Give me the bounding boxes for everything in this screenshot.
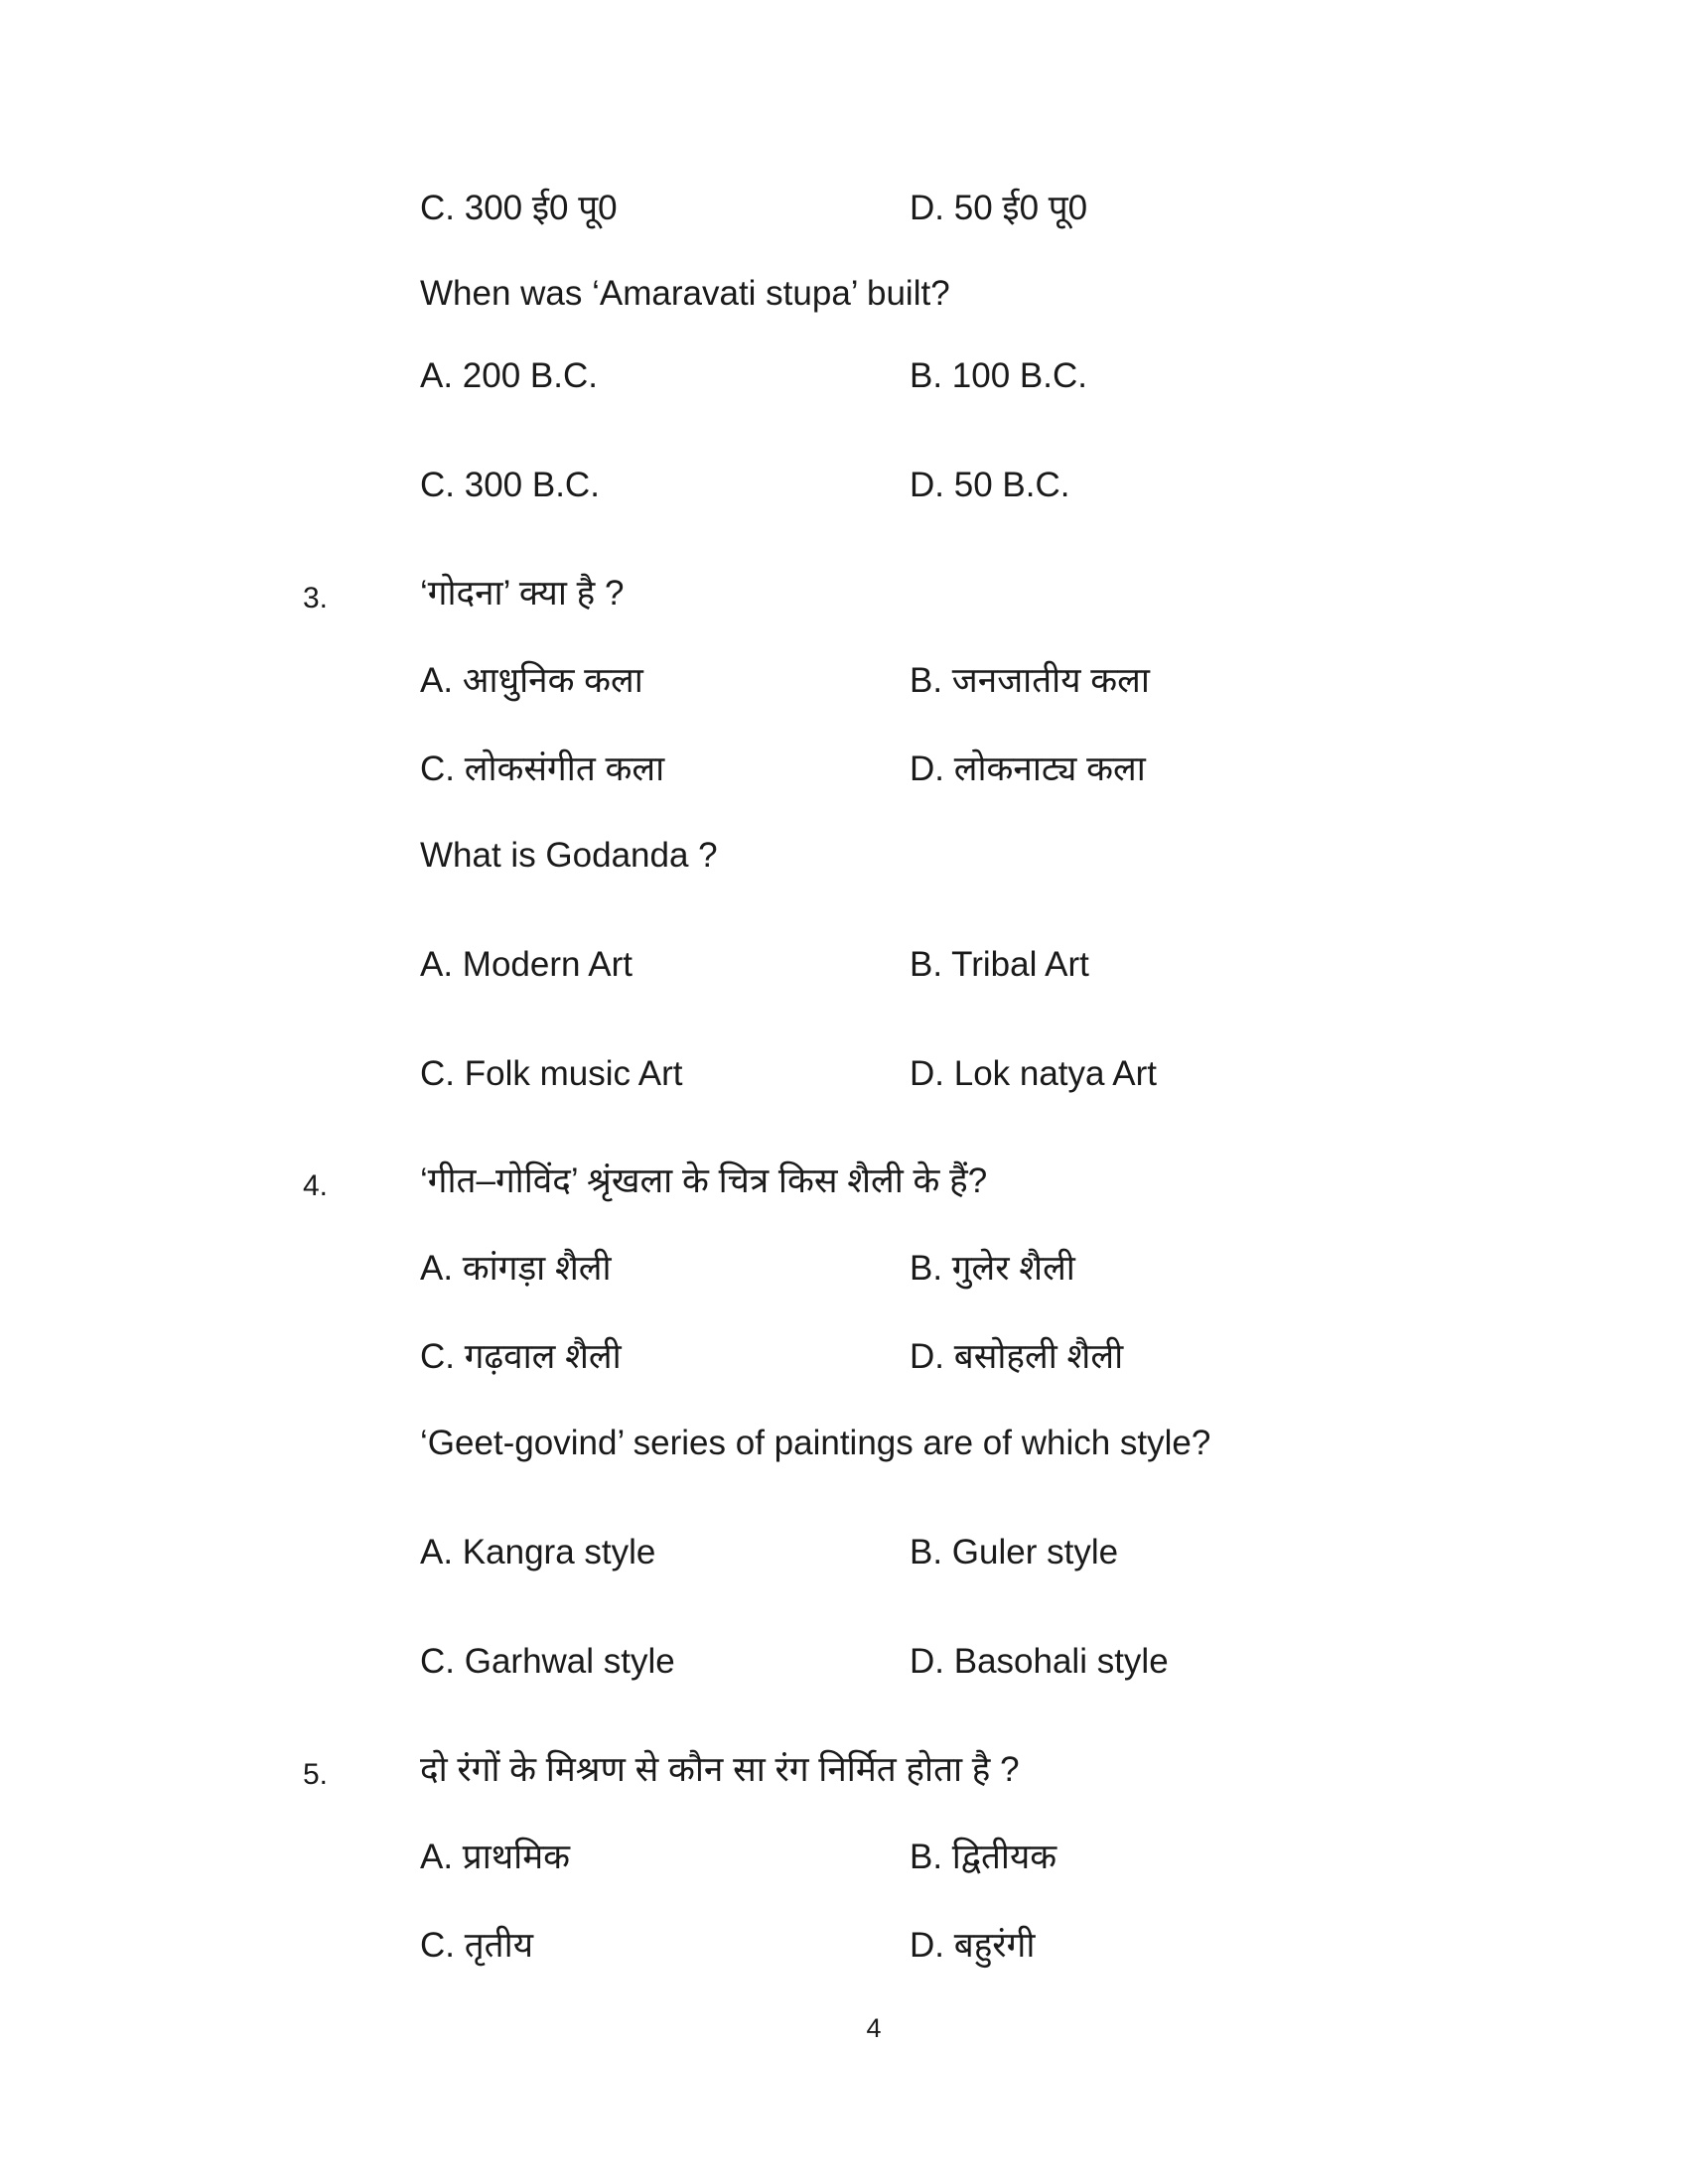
question-text-english: When was ‘Amaravati stupa’ built? xyxy=(420,274,950,313)
question-text-hindi: दो रंगों के मिश्रण से कौन सा रंग निर्मित होता है ? xyxy=(420,1750,1020,1789)
option-b-hindi: B. जनजातीय कला xyxy=(910,661,1150,700)
question-text-hindi: ‘गीत–गोविंद’ श्रृंखला के चित्र किस शैली के हैं? xyxy=(420,1161,988,1200)
option-c-hindi: C. 300 ई0 पू0 xyxy=(420,189,618,227)
option-b-english: B. Guler style xyxy=(910,1533,1119,1571)
option-c-english: C. 300 B.C. xyxy=(420,466,600,504)
question-text-english: What is Godanda ? xyxy=(420,836,718,875)
option-c-english: C. Folk music Art xyxy=(420,1054,683,1093)
option-d-hindi: D. बसोहली शैली xyxy=(910,1337,1124,1376)
question-text-english: ‘Geet-govind’ series of paintings are of which style? xyxy=(420,1424,1211,1462)
option-d-english: D. Basohali style xyxy=(910,1642,1169,1681)
option-b-hindi: B. द्वितीयक xyxy=(910,1838,1057,1876)
option-d-hindi: D. लोकनाट्य कला xyxy=(910,750,1146,788)
option-d-english: D. 50 B.C. xyxy=(910,466,1070,504)
option-c-english: C. Garhwal style xyxy=(420,1642,675,1681)
option-a-hindi: A. प्राथमिक xyxy=(420,1838,571,1876)
option-c-hindi: C. तृतीय xyxy=(420,1926,533,1965)
option-c-hindi: C. गढ़वाल शैली xyxy=(420,1337,622,1376)
page-number: 4 xyxy=(866,2013,882,2043)
question-number: 4. xyxy=(303,1169,329,1202)
option-b-hindi: B. गुलेर शैली xyxy=(910,1249,1075,1288)
option-b-english: B. Tribal Art xyxy=(910,945,1089,984)
option-d-hindi: D. 50 ई0 पू0 xyxy=(910,189,1088,227)
question-text-hindi: ‘गोदना’ क्या है ? xyxy=(420,574,625,613)
option-d-hindi: D. बहुरंगी xyxy=(910,1926,1036,1965)
question-number: 5. xyxy=(303,1758,329,1791)
option-b-english: B. 100 B.C. xyxy=(910,356,1087,395)
option-c-hindi: C. लोकसंगीत कला xyxy=(420,750,665,788)
option-a-hindi: A. आधुनिक कला xyxy=(420,661,643,700)
question-number: 3. xyxy=(303,582,329,614)
option-d-english: D. Lok natya Art xyxy=(910,1054,1158,1093)
option-a-english: A. Modern Art xyxy=(420,945,633,984)
option-a-english: A. 200 B.C. xyxy=(420,356,598,395)
option-a-hindi: A. कांगड़ा शैली xyxy=(420,1249,612,1288)
option-a-english: A. Kangra style xyxy=(420,1533,656,1571)
